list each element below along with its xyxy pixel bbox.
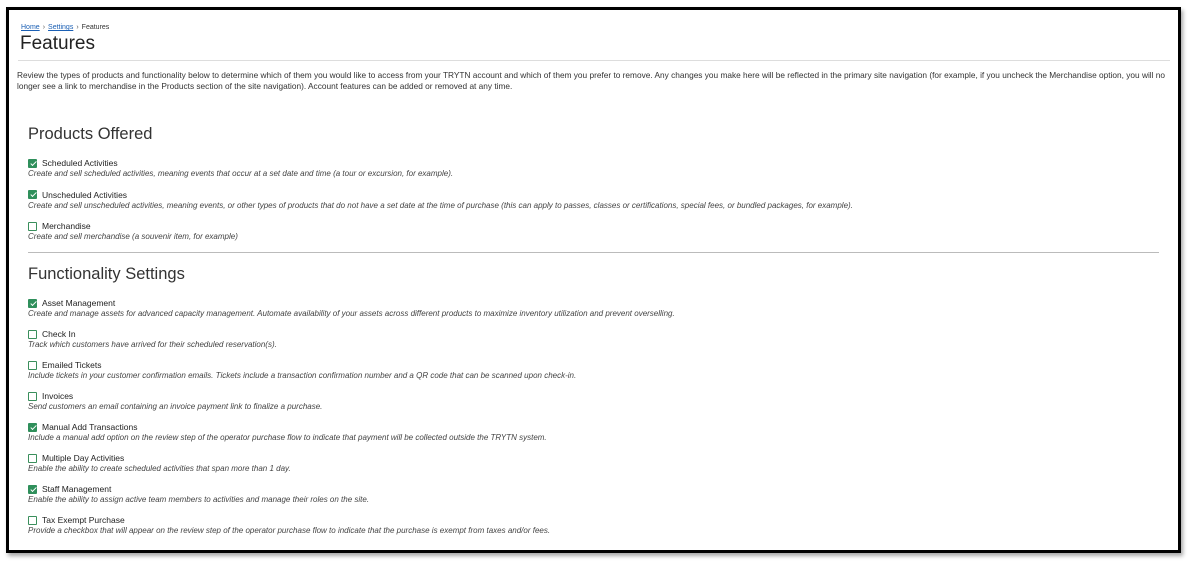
products-offered-heading: Products Offered xyxy=(28,125,153,143)
check-in-checkbox[interactable] xyxy=(28,330,37,339)
manual-add-transactions-checkbox[interactable] xyxy=(28,423,37,432)
option-manual-add-transactions xyxy=(28,421,1148,443)
section-divider xyxy=(28,252,1159,253)
manual-add-transactions-label[interactable]: Manual Add Transactions xyxy=(42,422,138,432)
tax-exempt-purchase-description: Provide a checkbox that will appear on the review step of the operator purchase flow to indicate that the purchase is exempt from taxes and/or fees. xyxy=(28,526,551,535)
option-unscheduled-activities xyxy=(28,189,1148,211)
option-row xyxy=(28,359,1148,371)
breadcrumb-home-link[interactable]: Home xyxy=(21,24,40,31)
option-row xyxy=(28,452,1148,464)
option-asset-management xyxy=(28,297,1148,319)
invoices-checkbox[interactable] xyxy=(28,392,37,401)
scheduled-activities-description: Create and sell scheduled activities, meaning events that occur at a set date and time (a tour or excursion, for example). xyxy=(28,169,454,178)
option-row xyxy=(28,297,1148,309)
emailed-tickets-label[interactable]: Emailed Tickets xyxy=(42,360,102,370)
option-row xyxy=(28,514,1148,526)
page-title: Features xyxy=(20,33,95,54)
option-staff-management xyxy=(28,483,1148,505)
option-row xyxy=(28,421,1148,433)
asset-management-checkbox[interactable] xyxy=(28,299,37,308)
option-check-in xyxy=(28,328,1148,350)
scheduled-activities-checkbox[interactable] xyxy=(28,159,37,168)
functionality-settings-heading: Functionality Settings xyxy=(28,265,185,283)
merchandise-checkbox[interactable] xyxy=(28,222,37,231)
breadcrumb-separator: › xyxy=(76,24,79,31)
merchandise-description: Create and sell merchandise (a souvenir item, for example) xyxy=(28,232,238,241)
unscheduled-activities-checkbox[interactable] xyxy=(28,190,37,199)
option-merchandise xyxy=(28,220,1148,242)
option-scheduled-activities xyxy=(28,157,1148,179)
tax-exempt-purchase-checkbox[interactable] xyxy=(28,516,37,525)
staff-management-label[interactable]: Staff Management xyxy=(42,484,112,494)
option-row xyxy=(28,483,1148,495)
breadcrumb xyxy=(21,24,109,31)
breadcrumb-settings-link[interactable]: Settings xyxy=(48,24,74,31)
intro-text: Review the types of products and functionality below to determine which of them you would like to access from your TRYTN account and which of them you prefer to remove. Any changes you make here will be reflected in the primary site navigation (for example, if you uncheck the Merchandise option, you will no longer see a link to merchandise in the Products section of the site navigation). Account features can be added or removed at any time. xyxy=(17,70,1166,91)
staff-management-description: Enable the ability to assign active team members to activities and manage their roles on the site. xyxy=(28,495,370,504)
invoices-label[interactable]: Invoices xyxy=(42,391,74,401)
option-row xyxy=(28,189,1148,201)
manual-add-transactions-description: Include a manual add option on the review step of the operator purchase flow to indicate that payment will be collected outside the TRYTN system. xyxy=(28,433,547,442)
unscheduled-activities-description: Create and sell unscheduled activities, meaning events, or other types of products that do not have a set date at the time of purchase (this can apply to passes, classes or certifications, special fees, or bundled packages, for example). xyxy=(28,200,853,210)
breadcrumb-separator: › xyxy=(42,24,46,31)
merchandise-label[interactable]: Merchandise xyxy=(42,221,91,231)
invoices-description: Send customers an email containing an invoice payment link to finalize a purchase. xyxy=(28,402,323,411)
scheduled-activities-label[interactable]: Scheduled Activities xyxy=(42,158,118,168)
option-row xyxy=(28,157,1148,169)
emailed-tickets-description: Include tickets in your customer confirmation emails. Tickets include a transaction confirmation number and a QR code that can be scanned upon check-in. xyxy=(28,371,577,380)
multiple-day-activities-checkbox[interactable] xyxy=(28,454,37,463)
check-in-description: Track which customers have arrived for their scheduled reservation(s). xyxy=(28,340,277,349)
option-multiple-day-activities xyxy=(28,452,1148,474)
option-row xyxy=(28,328,1148,340)
asset-management-description: Create and manage assets for advanced capacity management. Automate availability of your assets across different products to maximize inventory utilization and prevent overselling. xyxy=(28,309,675,318)
unscheduled-activities-label[interactable]: Unscheduled Activities xyxy=(42,189,128,200)
emailed-tickets-checkbox[interactable] xyxy=(28,361,37,370)
asset-management-label[interactable]: Asset Management xyxy=(42,298,116,308)
multiple-day-activities-label[interactable]: Multiple Day Activities xyxy=(42,453,125,463)
breadcrumb-current: Features xyxy=(81,24,110,31)
option-row xyxy=(28,390,1148,402)
features-page xyxy=(6,7,1181,553)
tax-exempt-purchase-label[interactable]: Tax Exempt Purchase xyxy=(42,515,125,525)
check-in-label[interactable]: Check In xyxy=(42,329,76,339)
multiple-day-activities-description: Enable the ability to create scheduled activities that span more than 1 day. xyxy=(28,464,291,473)
staff-management-checkbox[interactable] xyxy=(28,485,37,494)
option-emailed-tickets xyxy=(28,359,1148,381)
title-divider xyxy=(18,60,1170,61)
option-invoices xyxy=(28,390,1148,412)
option-row xyxy=(28,220,1148,232)
option-tax-exempt-purchase xyxy=(28,514,1148,536)
